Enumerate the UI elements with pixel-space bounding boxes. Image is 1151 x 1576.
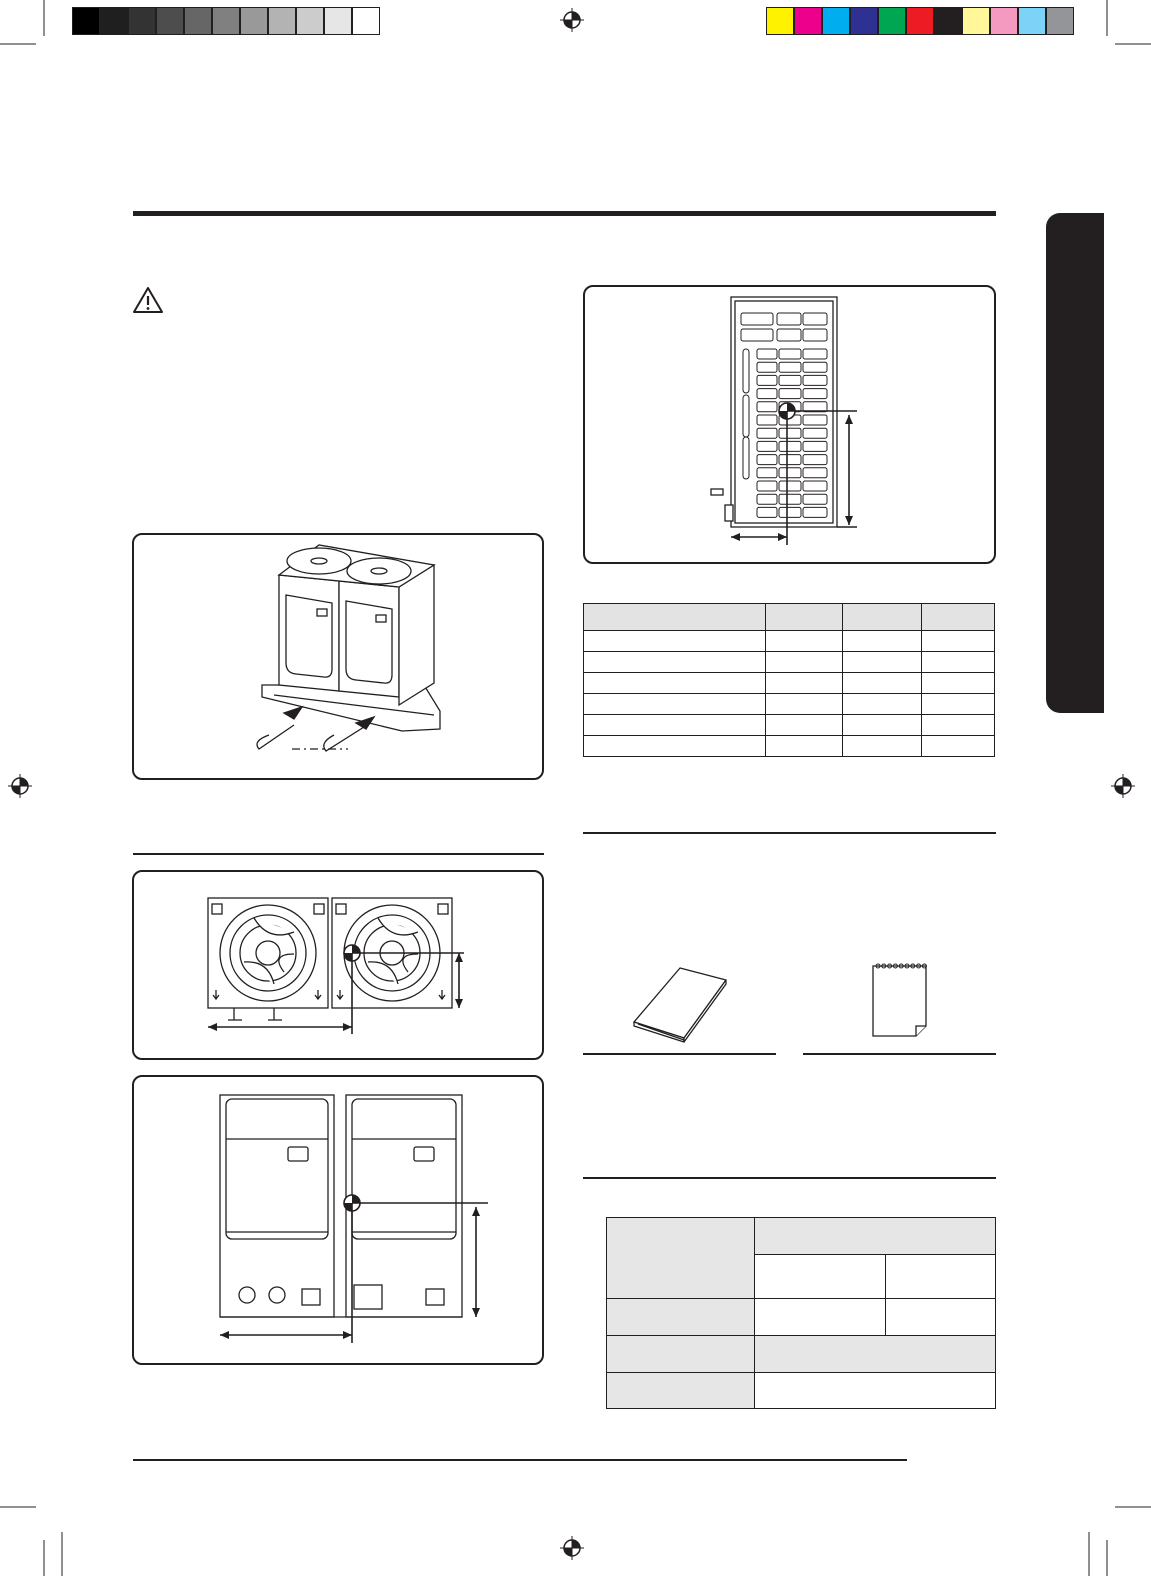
table-row — [607, 1373, 996, 1409]
table-cell — [843, 694, 922, 715]
grille-slot — [741, 329, 773, 341]
table-cell — [584, 736, 766, 757]
grille-slot — [803, 428, 827, 438]
table-row — [607, 1299, 996, 1336]
table-cell — [922, 631, 995, 652]
table-cell — [766, 694, 843, 715]
grille-slot — [757, 362, 777, 372]
registration-crosshair-icon — [560, 8, 584, 32]
forklift-illustration-box — [132, 533, 544, 780]
warning-triangle-icon — [132, 286, 164, 314]
table-cell — [886, 1255, 996, 1299]
grille-slot — [803, 507, 827, 517]
grille-slot — [757, 468, 777, 478]
table-cell — [922, 694, 995, 715]
table-cell — [886, 1299, 996, 1336]
table-cell — [755, 1299, 886, 1336]
grille-slot — [779, 375, 801, 385]
table-row — [584, 715, 995, 736]
grille-slot — [779, 362, 801, 372]
top-view-cog-box — [132, 870, 544, 1060]
grille-slot — [757, 507, 777, 517]
table-row — [584, 673, 995, 694]
table-cell — [843, 652, 922, 673]
grille-slot — [803, 415, 827, 425]
outdoor-unit-on-pallet-illustration — [134, 535, 542, 778]
table-cell — [922, 715, 995, 736]
dimensions-spec-table — [583, 603, 995, 757]
header-rule — [133, 211, 996, 216]
grille-slot — [779, 349, 801, 359]
table-row — [584, 652, 995, 673]
grille-slot — [779, 507, 801, 517]
table-cell — [755, 1255, 886, 1299]
table-header-cell — [843, 604, 922, 631]
grille-slot — [803, 313, 827, 325]
chapter-side-tab — [1046, 213, 1104, 713]
front-view-cog-box — [132, 1075, 544, 1365]
side-vent — [743, 395, 749, 437]
table-cell — [922, 673, 995, 694]
table-cell — [766, 673, 843, 694]
table-cell — [607, 1373, 755, 1409]
grille-slot — [803, 349, 827, 359]
grille-slot — [779, 494, 801, 504]
registration-crosshair-icon — [8, 774, 32, 798]
grille-slot — [803, 455, 827, 465]
grille-slot — [741, 313, 773, 325]
table-cell — [584, 715, 766, 736]
grille-slot — [757, 441, 777, 451]
table-cell — [584, 652, 766, 673]
table-cell — [584, 673, 766, 694]
grille-slot — [803, 494, 827, 504]
grille-slot — [757, 349, 777, 359]
grille-slot — [779, 389, 801, 399]
grille-slot — [757, 481, 777, 491]
grille-slot — [803, 329, 827, 341]
grille-slot — [757, 375, 777, 385]
grille-slot — [757, 402, 777, 412]
accessory-underline — [803, 1053, 996, 1055]
registration-crosshair-icon — [1111, 774, 1135, 798]
table-row — [584, 631, 995, 652]
table-cell — [755, 1336, 996, 1373]
outdoor-unit-side-view — [585, 287, 994, 562]
booklet-icon — [628, 964, 732, 1044]
grille-slot — [779, 468, 801, 478]
table-cell — [607, 1218, 755, 1299]
spiral-notepad-icon — [868, 960, 932, 1040]
grille-slot — [779, 455, 801, 465]
section-rule — [583, 832, 996, 834]
table-cell — [843, 736, 922, 757]
outdoor-unit-front-view — [134, 1077, 542, 1363]
accessory-underline — [583, 1053, 776, 1055]
table-cell — [922, 652, 995, 673]
grille-slot — [757, 455, 777, 465]
table-header-cell — [584, 604, 766, 631]
grille-slot — [803, 389, 827, 399]
section-rule — [583, 1177, 996, 1179]
grille-slot — [757, 428, 777, 438]
table-cell — [584, 694, 766, 715]
table-row — [607, 1218, 996, 1255]
table-header-row — [584, 604, 995, 631]
grille-slot — [757, 415, 777, 425]
table-row — [607, 1336, 996, 1373]
table-cell — [766, 631, 843, 652]
grille-slot — [777, 329, 801, 341]
grille-slot — [803, 362, 827, 372]
grille-slot — [803, 375, 827, 385]
table-cell — [843, 673, 922, 694]
grille-slot — [779, 481, 801, 491]
grille-slot — [757, 389, 777, 399]
table-cell — [755, 1218, 996, 1255]
table-cell — [766, 652, 843, 673]
table-cell — [922, 736, 995, 757]
table-cell — [843, 631, 922, 652]
side-vent — [743, 437, 749, 479]
table-header-cell — [766, 604, 843, 631]
capacity-table — [606, 1217, 996, 1409]
table-cell — [607, 1336, 755, 1373]
table-cell — [766, 736, 843, 757]
table-cell — [766, 715, 843, 736]
side-view-cog-box — [583, 285, 996, 564]
table-row — [584, 694, 995, 715]
grille-slot — [757, 494, 777, 504]
grille-slot — [803, 468, 827, 478]
table-cell — [584, 631, 766, 652]
grille-slot — [803, 481, 827, 491]
side-vent — [743, 349, 749, 393]
table-cell — [843, 715, 922, 736]
table-cell — [755, 1373, 996, 1409]
table-row — [584, 736, 995, 757]
grille-slot — [803, 441, 827, 451]
table-header-cell — [922, 604, 995, 631]
registration-crosshair-icon — [560, 1536, 584, 1560]
table-cell — [607, 1299, 755, 1336]
outdoor-unit-top-view — [134, 872, 542, 1058]
grille-slot — [779, 428, 801, 438]
grille-slot — [779, 441, 801, 451]
footer-rule — [133, 1459, 907, 1461]
grille-slot — [777, 313, 801, 325]
section-rule — [133, 853, 544, 855]
